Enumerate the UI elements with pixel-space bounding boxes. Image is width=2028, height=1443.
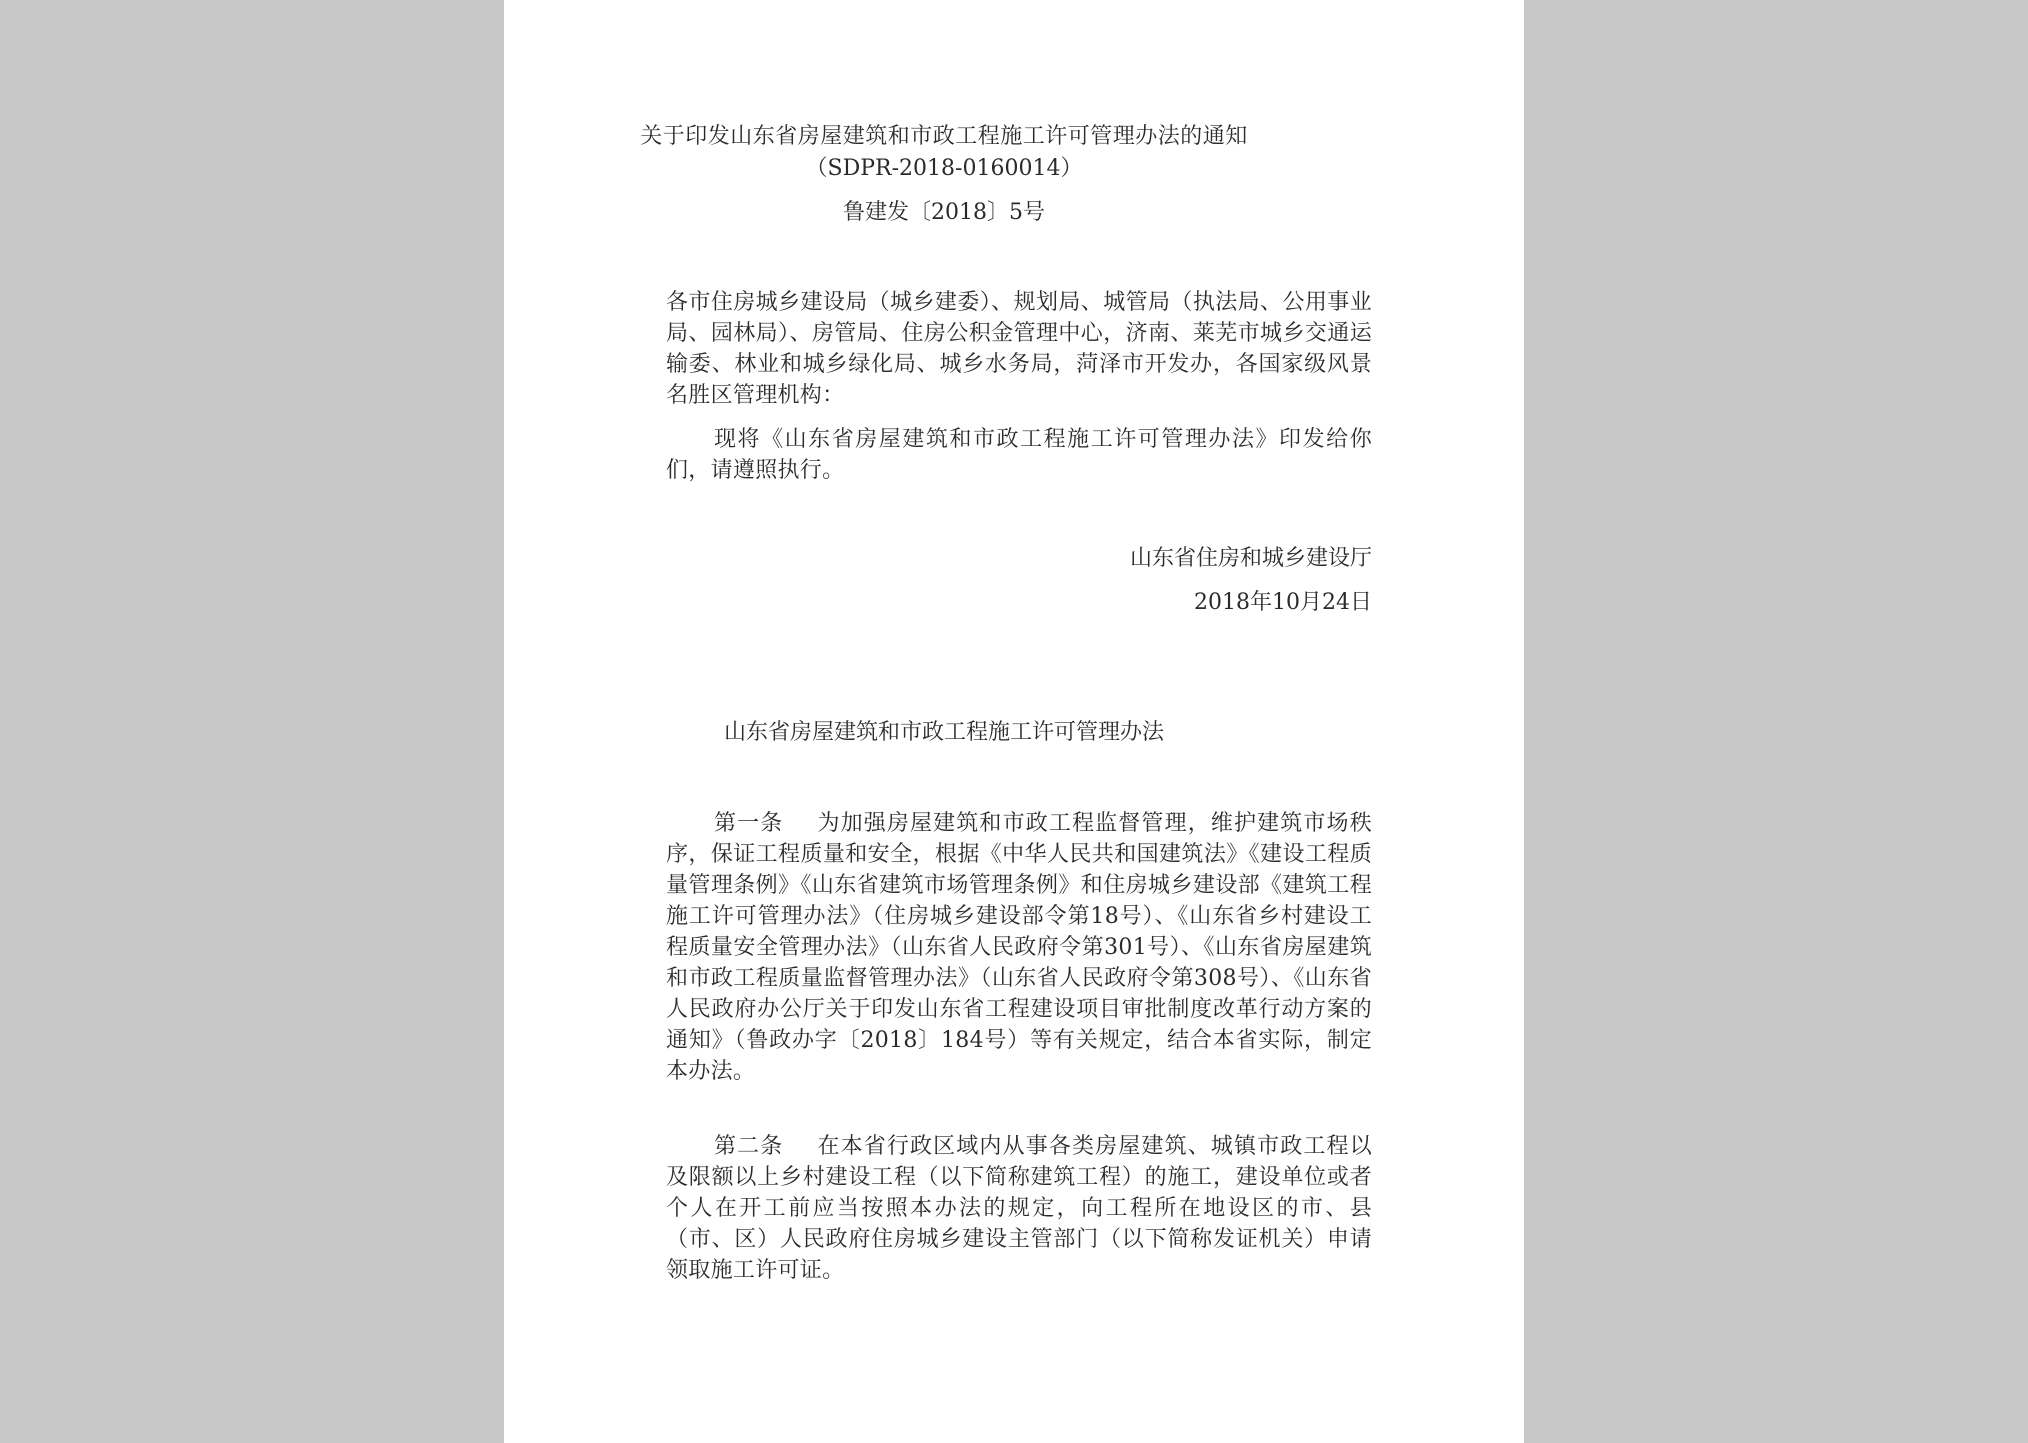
notice-title: 关于印发山东省房屋建筑和市政工程施工许可管理办法的通知 [640,124,1248,149]
article-2 [666,1131,1372,1286]
notice-code: （SDPR-2018-0160014） [805,156,1083,181]
notice-date: 2018年10月24日 [1194,590,1372,615]
notice-body: 现将《山东省房屋建筑和市政工程施工许可管理办法》印发给你们，请遵照执行。 [666,427,1372,483]
notice-doc-number: 鲁建发〔2018〕5号 [843,200,1045,225]
notice-recipients: 各市住房城乡建设局（城乡建委）、规划局、城管局（执法局、公用事业局、园林局）、房管局、住房公积金管理中心，济南、莱芜市城乡交通运输委、林业和城乡绿化局、城乡水务局，菏泽市开发办，各国家级风景名胜区管理机构： [666,290,1372,408]
article-2-label: 第二条 [714,1134,784,1159]
document-page [504,0,1524,1443]
article-1 [666,808,1372,1087]
article-1-label: 第一条 [714,811,784,836]
measures-title: 山东省房屋建筑和市政工程施工许可管理办法 [723,720,1164,745]
notice-issuer: 山东省住房和城乡建设厅 [1129,546,1372,571]
article-2-text: 在本省行政区域内从事各类房屋建筑、城镇市政工程以及限额以上乡村建设工程（以下简称建筑工程）的施工，建设单位或者个人在开工前应当按照本办法的规定，向工程所在地设区的市、县（市、区）人民政府住房城乡建设主管部门（以下简称发证机关）申请领取施工许可证。 [666,1134,1373,1283]
article-1-text: 为加强房屋建筑和市政工程监督管理，维护建筑市场秩序，保证工程质量和安全，根据《中华人民共和国建筑法》《建设工程质量管理条例》《山东省建筑市场管理条例》和住房城乡建设部《建筑工程施工许可管理办法》（住房城乡建设部令第18号）、《山东省乡村建设工程质量安全管理办法》（山东省人民政府令第301号）、《山东省房屋建筑和市政工程质量监督管理办法》（山东省人民政府令第308号）、《山东省人民政府办公厅关于印发山东省工程建设项目审批制度改革行动方案的通知》（鲁政办字〔2018〕184号）等有关规定，结合本省实际，制定本办法。 [666,811,1373,1084]
